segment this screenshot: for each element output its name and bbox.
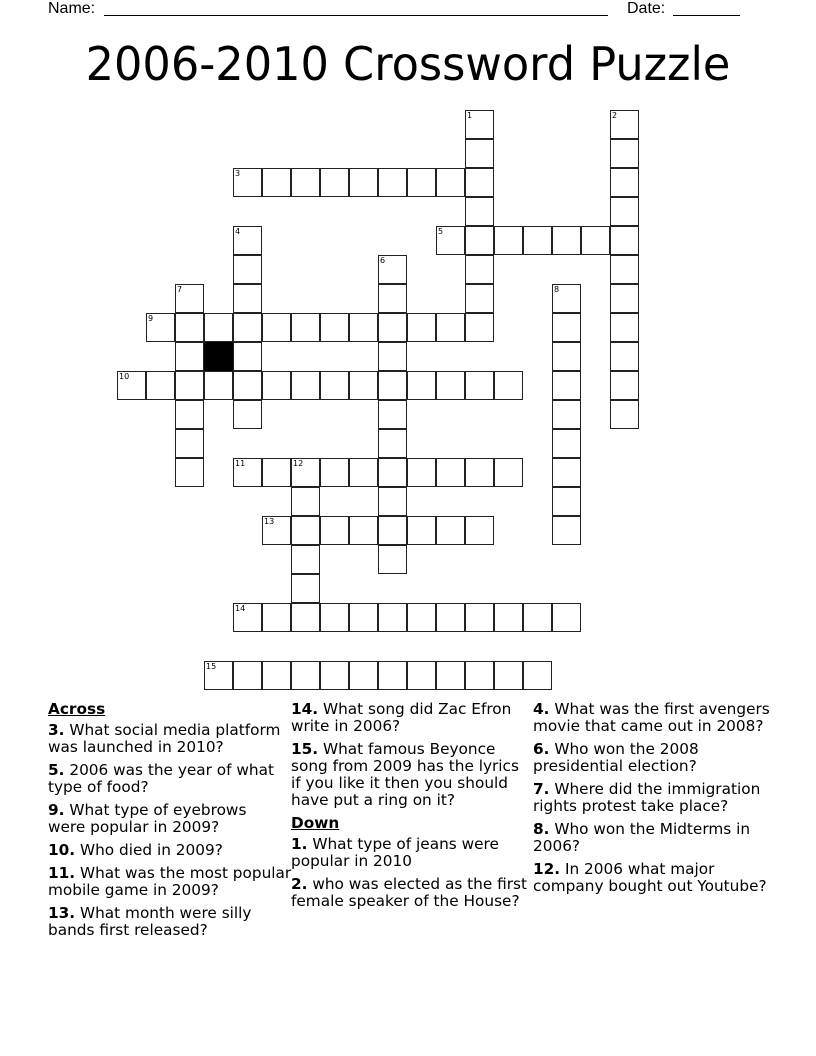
grid-cell[interactable] [233, 168, 262, 197]
grid-cell[interactable] [407, 371, 436, 400]
black-cell [204, 342, 233, 371]
grid-cell[interactable] [494, 226, 523, 255]
grid-cell[interactable] [436, 661, 465, 690]
grid-cell[interactable] [349, 603, 378, 632]
clue-down-8: 8. Who won the Midterms in 2006? [533, 820, 751, 855]
grid-cell[interactable] [465, 371, 494, 400]
grid-cell[interactable] [552, 226, 581, 255]
grid-cell[interactable] [320, 603, 349, 632]
clue-across-13: 13. What month were silly bands first released? [48, 904, 252, 939]
grid-cell[interactable] [494, 371, 523, 400]
grid-cell[interactable] [523, 603, 552, 632]
grid-cell[interactable] [262, 603, 291, 632]
grid-cell[interactable] [465, 226, 494, 255]
grid-cell[interactable] [233, 400, 262, 429]
grid-cell[interactable] [175, 429, 204, 458]
grid-cell[interactable] [465, 284, 494, 313]
clue-across-3: 3. What social media platform was launched in 2010? [48, 721, 281, 756]
grid-cell[interactable] [175, 313, 204, 342]
grid-cell[interactable] [233, 661, 262, 690]
grid-cell[interactable] [378, 458, 407, 487]
grid-cell[interactable] [262, 516, 291, 545]
grid-cell[interactable] [262, 371, 291, 400]
clue-down-12: 12. In 2006 what major company bought out Youtube? [533, 860, 767, 895]
grid-cell[interactable] [610, 226, 639, 255]
grid-cell[interactable] [349, 313, 378, 342]
grid-cell[interactable] [610, 371, 639, 400]
clue-number: 5 [438, 227, 444, 236]
grid-cell[interactable] [262, 168, 291, 197]
name-label: Name: [48, 0, 96, 17]
grid-cell[interactable] [465, 255, 494, 284]
grid-cell[interactable] [436, 226, 465, 255]
grid-cell[interactable] [349, 371, 378, 400]
grid-cell[interactable] [610, 168, 639, 197]
clue-across-11: 11. What was the most popular mobile game in 2009? [48, 864, 292, 899]
clue-number: 10 [119, 372, 130, 381]
grid-cell[interactable] [465, 313, 494, 342]
clue-across-10: 10. Who died in 2009? [48, 841, 223, 859]
grid-cell[interactable] [291, 168, 320, 197]
grid-cell[interactable] [494, 661, 523, 690]
grid-cell[interactable] [552, 487, 581, 516]
grid-cell[interactable] [494, 603, 523, 632]
grid-cell[interactable] [610, 284, 639, 313]
grid-cell[interactable] [436, 603, 465, 632]
grid-cell[interactable] [175, 284, 204, 313]
down-heading: Down [291, 814, 340, 832]
grid-cell[interactable] [378, 516, 407, 545]
grid-cell[interactable] [349, 516, 378, 545]
clue-number: 12 [293, 459, 304, 468]
grid-cell[interactable] [465, 168, 494, 197]
grid-cell[interactable] [552, 603, 581, 632]
clue-number: 15 [206, 662, 217, 671]
grid-cell[interactable] [552, 458, 581, 487]
grid-cell[interactable] [494, 458, 523, 487]
grid-cell[interactable] [262, 458, 291, 487]
clue-down-4: 4. What was the first avengers movie that came out in 2008? [533, 700, 770, 735]
grid-cell[interactable] [320, 168, 349, 197]
clue-number: 11 [235, 459, 246, 468]
grid-cell[interactable] [233, 458, 262, 487]
grid-cell[interactable] [465, 458, 494, 487]
clue-number: 3 [235, 169, 241, 178]
grid-cell[interactable] [523, 226, 552, 255]
grid-cell[interactable] [465, 197, 494, 226]
clue-number: 13 [264, 517, 275, 526]
clue-down-1: 1. What type of jeans were popular in 2010 [291, 835, 499, 870]
grid-cell[interactable] [233, 313, 262, 342]
clue-across-5: 5. 2006 was the year of what type of food? [48, 761, 274, 796]
clue-across-9: 9. What type of eyebrows were popular in 2009? [48, 801, 247, 836]
grid-cell[interactable] [146, 371, 175, 400]
grid-cell[interactable] [552, 429, 581, 458]
grid-cell[interactable] [291, 661, 320, 690]
grid-cell[interactable] [378, 255, 407, 284]
grid-cell[interactable] [407, 313, 436, 342]
grid-cell[interactable] [320, 371, 349, 400]
grid-cell[interactable] [465, 139, 494, 168]
grid-cell[interactable] [378, 603, 407, 632]
grid-cell[interactable] [320, 458, 349, 487]
grid-cell[interactable] [233, 371, 262, 400]
clue-number: 9 [148, 314, 154, 323]
grid-cell[interactable] [233, 603, 262, 632]
across-heading: Across [48, 700, 106, 718]
grid-cell[interactable] [436, 516, 465, 545]
grid-cell[interactable] [523, 661, 552, 690]
grid-cell[interactable] [175, 400, 204, 429]
grid-cell[interactable] [349, 661, 378, 690]
grid-cell[interactable] [262, 661, 291, 690]
grid-cell[interactable] [610, 342, 639, 371]
clue-across-14: 14. What song did Zac Efron write in 2006? [291, 700, 512, 735]
grid-cell[interactable] [378, 168, 407, 197]
grid-cell[interactable] [610, 313, 639, 342]
grid-cell[interactable] [610, 110, 639, 139]
grid-cell[interactable] [117, 371, 146, 400]
grid-cell[interactable] [233, 226, 262, 255]
page-title: 2006-2010 Crossword Puzzle [85, 37, 731, 91]
clue-number: 1 [467, 111, 473, 120]
grid-cell[interactable] [407, 516, 436, 545]
grid-cell[interactable] [262, 313, 291, 342]
clue-number: 2 [612, 111, 618, 120]
clue-number: 8 [554, 285, 560, 294]
clue-number: 4 [235, 227, 241, 236]
grid-cell[interactable] [291, 603, 320, 632]
clue-down-7: 7. Where did the immigration rights protest take place? [533, 780, 761, 815]
grid-cell[interactable] [552, 342, 581, 371]
grid-cell[interactable] [407, 168, 436, 197]
grid-cell[interactable] [378, 429, 407, 458]
clue-down-6: 6. Who won the 2008 presidential election? [533, 740, 699, 775]
grid-cell[interactable] [436, 458, 465, 487]
grid-cell[interactable] [465, 110, 494, 139]
grid-cell[interactable] [378, 545, 407, 574]
grid-cell[interactable] [233, 342, 262, 371]
grid-cell[interactable] [204, 661, 233, 690]
grid-cell[interactable] [291, 458, 320, 487]
clue-number: 7 [177, 285, 183, 294]
grid-cell[interactable] [552, 516, 581, 545]
grid-cell[interactable] [465, 661, 494, 690]
grid-cell[interactable] [581, 226, 610, 255]
grid-cell[interactable] [610, 139, 639, 168]
grid-cell[interactable] [233, 255, 262, 284]
grid-cell[interactable] [465, 516, 494, 545]
grid-cell[interactable] [204, 313, 233, 342]
grid-cell[interactable] [378, 661, 407, 690]
grid-cell[interactable] [175, 371, 204, 400]
grid-cell[interactable] [436, 371, 465, 400]
date-label: Date: [627, 0, 666, 17]
grid-cell[interactable] [291, 313, 320, 342]
grid-cell[interactable] [407, 603, 436, 632]
grid-cell[interactable] [320, 661, 349, 690]
grid-cell[interactable] [610, 400, 639, 429]
clues-column-2 [291, 701, 531, 916]
grid-cell[interactable] [349, 168, 378, 197]
grid-cell[interactable] [436, 168, 465, 197]
grid-cell[interactable] [378, 400, 407, 429]
grid-cell[interactable] [378, 487, 407, 516]
grid-cell[interactable] [291, 487, 320, 516]
grid-cell[interactable] [610, 255, 639, 284]
grid-cell[interactable] [552, 313, 581, 342]
grid-cell[interactable] [610, 197, 639, 226]
grid-cell[interactable] [552, 371, 581, 400]
grid-cell[interactable] [175, 458, 204, 487]
clue-number: 14 [235, 604, 246, 613]
grid-cell[interactable] [378, 371, 407, 400]
grid-cell[interactable] [378, 342, 407, 371]
clues-column-1 [48, 700, 292, 945]
grid-cell[interactable] [465, 603, 494, 632]
grid-cell[interactable] [378, 284, 407, 313]
grid-cell[interactable] [175, 342, 204, 371]
clue-across-15: 15. What famous Beyonce song from 2009 has the lyrics if you like it then you should have put a ring on it? [291, 740, 519, 809]
grid-cell[interactable] [407, 458, 436, 487]
clue-number: 6 [380, 256, 386, 265]
grid-cell[interactable] [291, 574, 320, 603]
grid-cell[interactable] [378, 313, 407, 342]
grid-cell[interactable] [407, 661, 436, 690]
grid-cell[interactable] [552, 284, 581, 313]
clues-column-3 [533, 701, 773, 901]
grid-cell[interactable] [291, 516, 320, 545]
grid-cell[interactable] [320, 516, 349, 545]
grid-cell[interactable] [436, 313, 465, 342]
grid-cell[interactable] [552, 400, 581, 429]
grid-cell[interactable] [291, 371, 320, 400]
grid-cell[interactable] [233, 284, 262, 313]
grid-cell[interactable] [146, 313, 175, 342]
grid-cell[interactable] [320, 313, 349, 342]
grid-cell[interactable] [291, 545, 320, 574]
grid-cell[interactable] [204, 371, 233, 400]
clue-down-2: 2. who was elected as the first female speaker of the House? [291, 875, 528, 910]
grid-cell[interactable] [349, 458, 378, 487]
